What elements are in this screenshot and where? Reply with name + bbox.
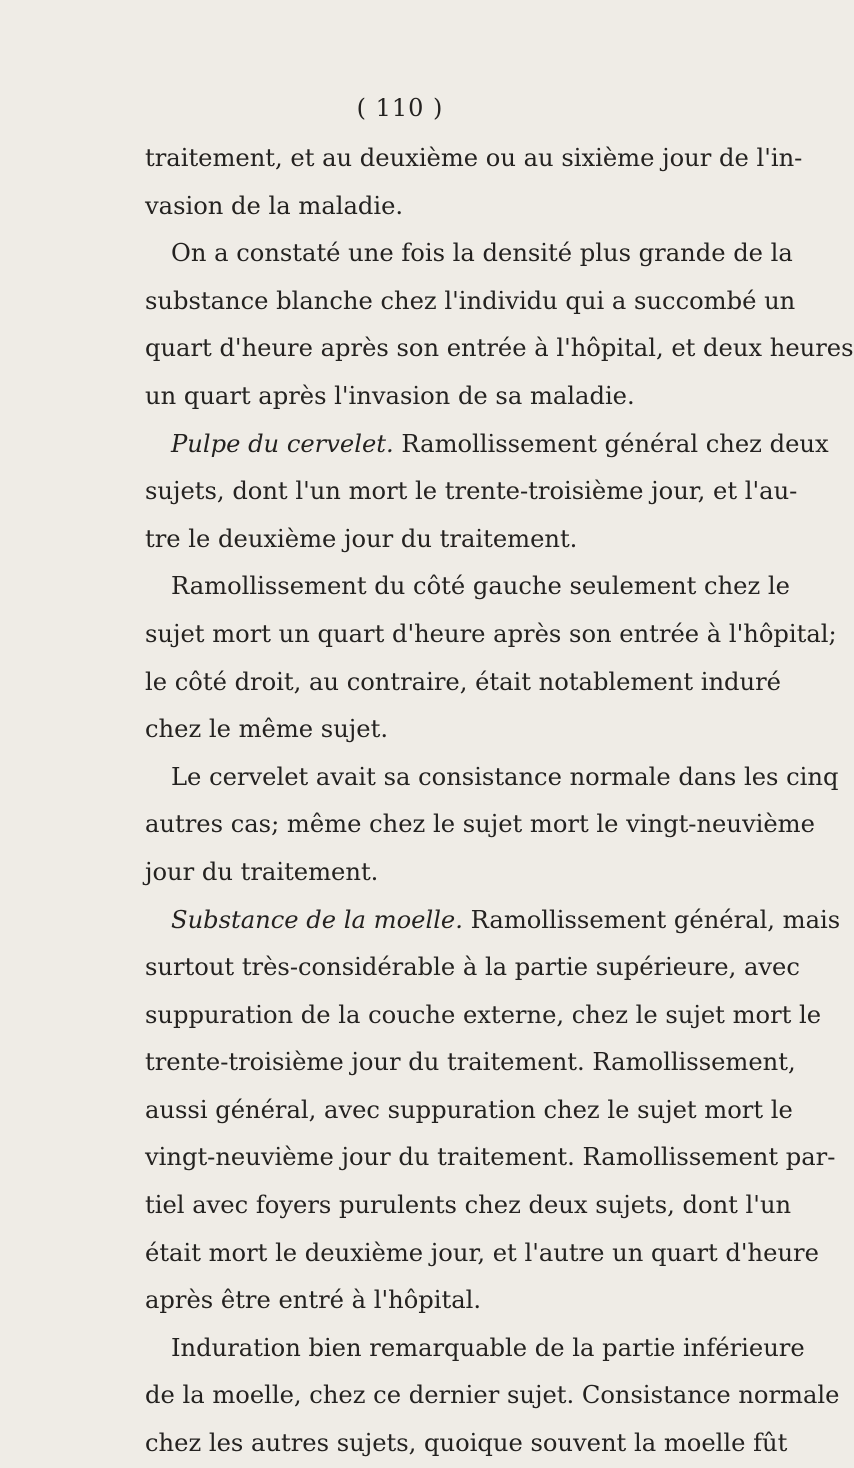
- text-line: jour du traitement.: [145, 857, 379, 886]
- text-line: Induration bien remarquable de la partie inférieure: [171, 1333, 805, 1362]
- page-number: ( 110 ): [356, 94, 444, 122]
- text-line: Ramollissement du côté gauche seulement chez le: [171, 572, 790, 601]
- text-line: surtout très-considérable à la partie supérieure, avec: [145, 953, 800, 982]
- text-line: aussi général, avec suppuration chez le sujet mort le: [145, 1095, 793, 1124]
- text-line: autres cas; même chez le sujet mort le vingt-neuvième: [145, 810, 815, 839]
- text-line: chez les autres sujets, quoique souvent la moelle fût: [145, 1429, 788, 1458]
- text-line: suppuration de la couche externe, chez le sujet mort le: [145, 1000, 822, 1029]
- text-line-content: Ramollissement général, mais: [462, 905, 841, 934]
- text-line: traitement, et au deuxième ou au sixième jour de l'in-: [145, 144, 803, 172]
- text-line: chez le même sujet.: [145, 715, 389, 744]
- text-line: [145, 421, 829, 469]
- text-line: était mort le deuxième jour, et l'autre un quart d'heure: [145, 1238, 819, 1267]
- text-line: tiel avec foyers purulents chez deux sujets, dont l'un: [145, 1191, 792, 1220]
- text-line: On a constaté une fois la densité plus grande de la: [171, 239, 793, 268]
- text-line: après être entré à l'hôpital.: [145, 1286, 482, 1315]
- text-line: vingt-neuvième jour du traitement. Ramollissement par-: [145, 1143, 836, 1172]
- section-heading-pulpe: Pulpe du cervelet.: [171, 429, 394, 458]
- text-line: sujets, dont l'un mort le trente-troisième jour, et l'au-: [145, 477, 798, 506]
- text-line: un quart après l'invasion de sa maladie.: [145, 381, 635, 410]
- text-line: Le cervelet avait sa consistance normale dans les cinq: [171, 762, 839, 791]
- text-line: tre le deuxième jour du traitement.: [145, 524, 578, 553]
- text-line: sujet mort un quart d'heure après son entrée à l'hôpital;: [145, 619, 837, 648]
- text-line: vasion de la maladie.: [145, 191, 404, 220]
- text-line: [145, 897, 841, 945]
- text-line-content: Ramollissement général chez deux: [393, 429, 829, 458]
- text-line: quart d'heure après son entrée à l'hôpital, et deux heures: [145, 334, 854, 363]
- body-text: [145, 135, 854, 1468]
- section-heading-moelle: Substance de la moelle.: [171, 905, 463, 934]
- text-line: de la moelle, chez ce dernier sujet. Consistance normale: [145, 1381, 840, 1410]
- text-line: substance blanche chez l'individu qui a succombé un: [145, 286, 796, 315]
- text-line: trente-troisième jour du traitement. Ramollissement,: [145, 1048, 796, 1077]
- text-line: le côté droit, au contraire, était notablement induré: [145, 667, 781, 696]
